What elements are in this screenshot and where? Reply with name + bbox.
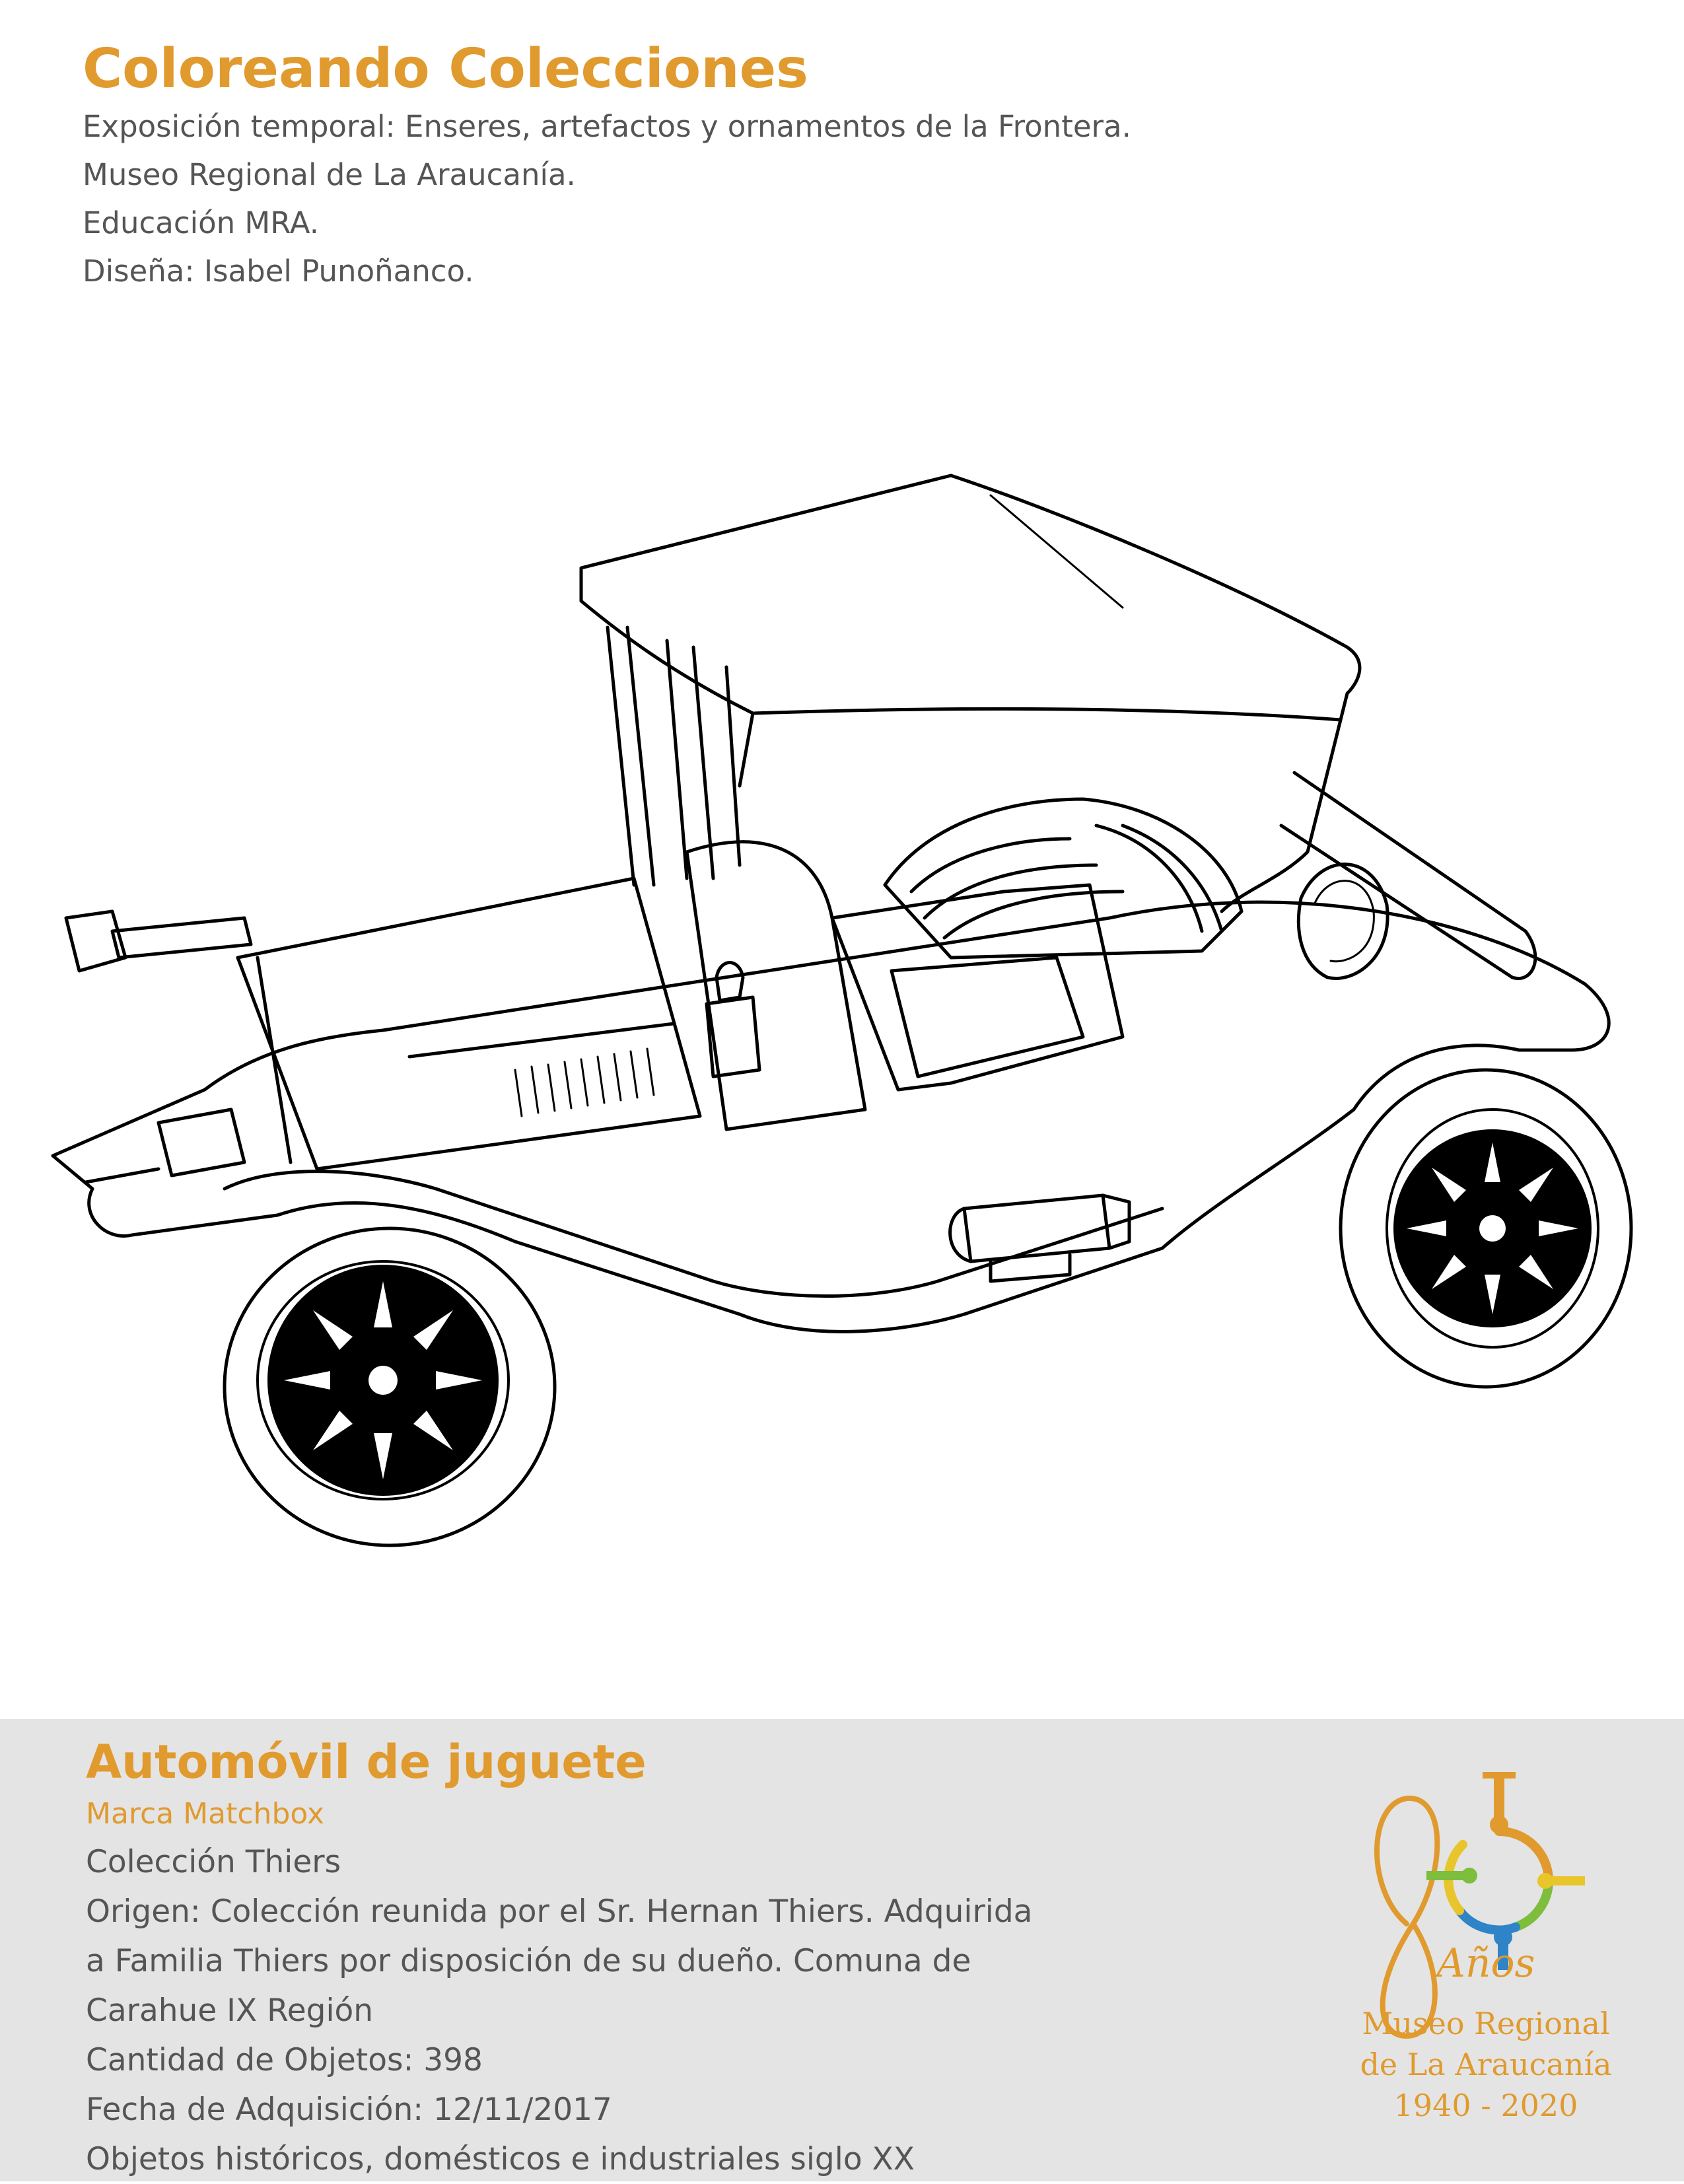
logo-caption-line-3: 1940 - 2020	[1393, 2088, 1578, 2123]
object-details	[86, 1729, 1209, 2184]
exhibition-line: Exposición temporal: Enseres, artefactos y ornamentos de la Frontera.	[83, 109, 1131, 144]
logo-anos-text: Años	[1436, 1940, 1535, 1987]
acquisition-date-line: Fecha de Adquisición: 12/11/2017	[86, 2092, 612, 2128]
front-wheel	[225, 1228, 555, 1545]
museum-line: Museo Regional de La Araucanía.	[83, 157, 576, 192]
origin-line-2: a Familia Thiers por disposición de su dueño. Comuna de	[86, 1943, 971, 1979]
logo-caption	[1347, 2003, 1625, 2126]
designer-line: Diseña: Isabel Punoñanco.	[83, 254, 474, 289]
collection-line: Colección Thiers	[86, 1844, 341, 1880]
object-title: Automóvil de juguete	[86, 1735, 647, 1789]
page-title: Coloreando Colecciones	[83, 38, 808, 100]
origin-line-3: Carahue IX Región	[86, 1992, 374, 2029]
logo-caption-line-2: de La Araucanía	[1360, 2047, 1612, 2082]
origin-line-1: Origen: Colección reunida por el Sr. Hernan Thiers. Adquirida	[86, 1893, 1033, 1930]
object-brand: Marca Matchbox	[86, 1797, 324, 1831]
rear-wheel	[1341, 1070, 1631, 1387]
category-line: Objetos históricos, domésticos e industriales siglo XX	[86, 2141, 915, 2177]
car-line-art	[40, 456, 1664, 1618]
education-line: Educación MRA.	[83, 205, 320, 240]
object-info-panel	[0, 1719, 1684, 2181]
logo-caption-line-1: Museo Regional	[1362, 2006, 1610, 2041]
object-count-line: Cantidad de Objetos: 398	[86, 2042, 483, 2078]
header	[83, 36, 1601, 295]
